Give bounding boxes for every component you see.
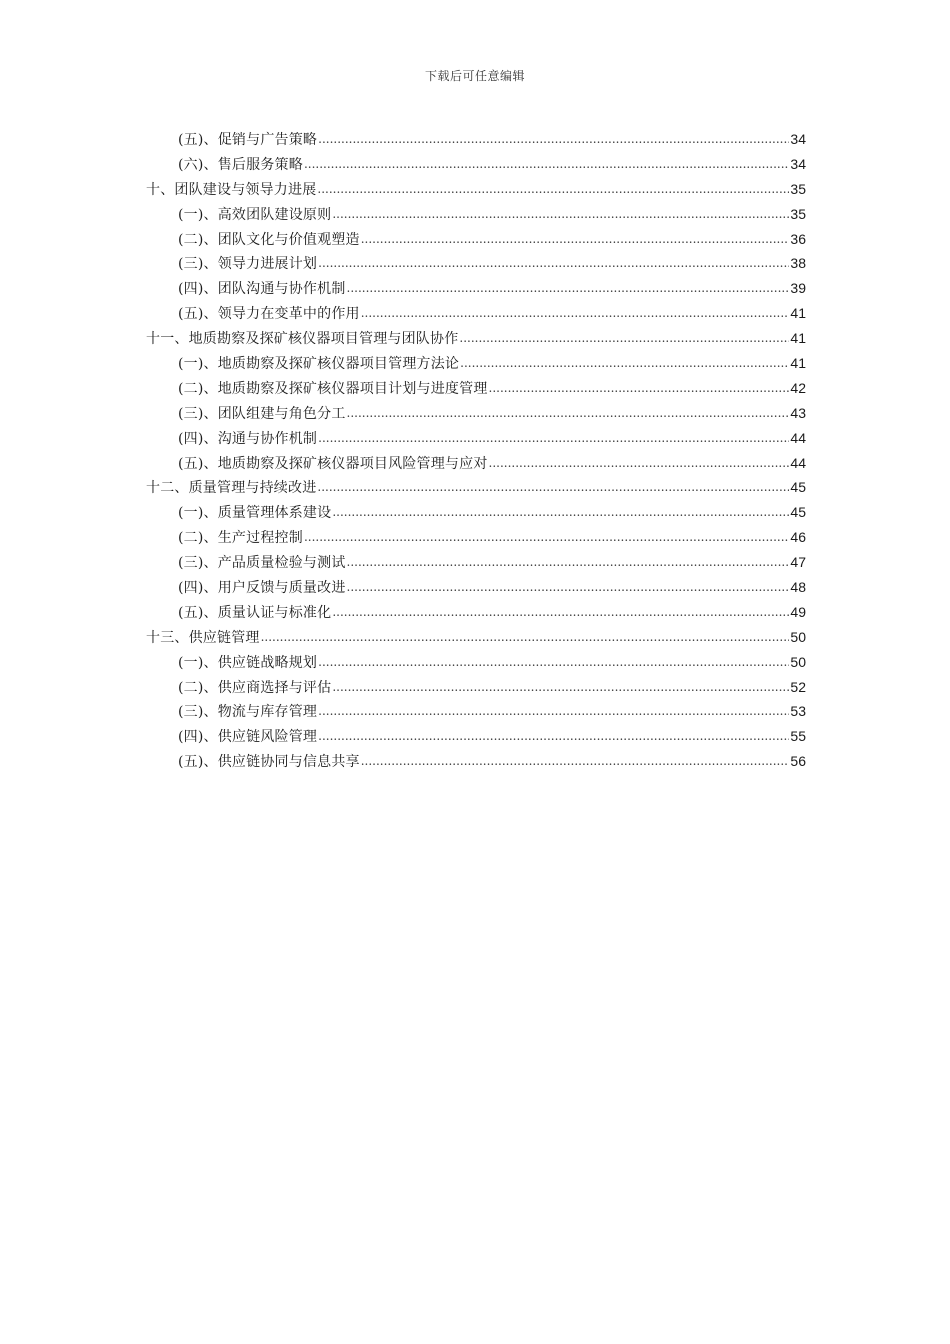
toc-dot-leader <box>304 152 789 177</box>
toc-entry-title: (三)、领导力进展计划 <box>178 256 318 273</box>
toc-entry-title: (四)、团队沟通与协作机制 <box>178 281 346 298</box>
toc-entry-page-number: 46 <box>790 529 806 546</box>
toc-section-entry[interactable] <box>146 500 806 525</box>
toc-entry-page-number: 52 <box>790 678 806 695</box>
toc-dot-leader <box>332 675 789 700</box>
toc-entry-page-number: 42 <box>790 379 806 396</box>
toc-dot-leader <box>332 202 789 227</box>
toc-entry-title: (五)、领导力在变革中的作用 <box>178 306 360 323</box>
toc-section-entry[interactable] <box>146 227 806 252</box>
toc-dot-leader <box>361 749 790 774</box>
toc-dot-leader <box>317 475 789 500</box>
toc-dot-leader <box>304 525 789 550</box>
toc-entry-title: (二)、团队文化与价值观塑造 <box>178 231 360 248</box>
toc-entry-title: (一)、地质勘察及探矿核仪器项目管理方法论 <box>178 356 460 373</box>
toc-section-entry[interactable] <box>146 351 806 376</box>
toc-entry-title: (四)、供应链风险管理 <box>178 729 318 746</box>
toc-dot-leader <box>317 177 789 202</box>
toc-section-entry[interactable] <box>146 152 806 177</box>
toc-entry-title: 十二、质量管理与持续改进 <box>146 480 317 497</box>
toc-entry-title: 十一、地质勘察及探矿核仪器项目管理与团队协作 <box>146 331 459 348</box>
toc-dot-leader <box>318 724 789 749</box>
toc-entry-page-number: 43 <box>790 404 806 421</box>
toc-entry-title: (六)、售后服务策略 <box>178 156 303 173</box>
toc-entry-page-number: 36 <box>790 230 806 247</box>
toc-dot-leader <box>459 326 789 351</box>
page-header: 下载后可任意编辑 <box>424 69 525 83</box>
toc-entry-title: (五)、地质勘察及探矿核仪器项目风险管理与应对 <box>178 455 488 472</box>
toc-dot-leader <box>489 451 790 476</box>
toc-chapter-entry[interactable] <box>146 177 806 202</box>
toc-chapter-entry[interactable] <box>146 475 806 500</box>
toc-dot-leader <box>318 426 789 451</box>
toc-entry-title: (五)、供应链协同与信息共享 <box>178 754 360 771</box>
toc-section-entry[interactable] <box>146 550 806 575</box>
toc-section-entry[interactable] <box>146 699 806 724</box>
toc-entry-page-number: 56 <box>790 753 806 770</box>
toc-section-entry[interactable] <box>146 575 806 600</box>
toc-chapter-entry[interactable] <box>146 625 806 650</box>
toc-section-entry[interactable] <box>146 251 806 276</box>
toc-entry-page-number: 47 <box>790 554 806 571</box>
toc-section-entry[interactable] <box>146 401 806 426</box>
toc-section-entry[interactable] <box>146 426 806 451</box>
toc-entry-page-number: 35 <box>790 205 806 222</box>
toc-dot-leader <box>261 625 790 650</box>
toc-section-entry[interactable] <box>146 451 806 476</box>
toc-dot-leader <box>489 376 790 401</box>
toc-entry-page-number: 55 <box>790 728 806 745</box>
toc-entry-page-number: 48 <box>790 579 806 596</box>
toc-chapter-entry[interactable] <box>146 326 806 351</box>
toc-dot-leader <box>332 600 789 625</box>
toc-entry-page-number: 38 <box>790 255 806 272</box>
toc-dot-leader <box>347 575 790 600</box>
toc-dot-leader <box>318 650 789 675</box>
toc-dot-leader <box>318 699 789 724</box>
toc-section-entry[interactable] <box>146 749 806 774</box>
toc-entry-title: (一)、质量管理体系建设 <box>178 505 332 522</box>
toc-entry-title: (五)、质量认证与标准化 <box>178 604 332 621</box>
toc-dot-leader <box>318 127 789 152</box>
toc-entry-page-number: 41 <box>790 355 806 372</box>
toc-entry-title: 十、团队建设与领导力进展 <box>146 181 317 198</box>
toc-dot-leader <box>361 301 790 326</box>
toc-entry-title: (五)、促销与广告策略 <box>178 132 318 148</box>
toc-section-entry[interactable] <box>146 600 806 625</box>
toc-entry-page-number: 49 <box>790 603 806 620</box>
toc-section-entry[interactable] <box>146 127 806 152</box>
toc-dot-leader <box>347 401 790 426</box>
toc-entry-page-number: 50 <box>790 653 806 670</box>
toc-dot-leader <box>361 227 790 252</box>
toc-dot-leader <box>332 500 789 525</box>
toc-entry-page-number: 53 <box>790 703 806 720</box>
toc-entry-title: (二)、供应商选择与评估 <box>178 679 332 696</box>
toc-section-entry[interactable] <box>146 525 806 550</box>
toc-entry-title: (三)、产品质量检验与测试 <box>178 555 346 572</box>
toc-entry-title: (三)、物流与库存管理 <box>178 704 318 721</box>
toc-entry-page-number: 35 <box>790 180 806 197</box>
toc-entry-page-number: 34 <box>790 155 806 172</box>
toc-entry-page-number: 45 <box>790 479 806 496</box>
toc-entry-page-number: 44 <box>790 429 806 446</box>
table-of-contents <box>146 127 806 774</box>
toc-entry-page-number: 41 <box>790 330 806 347</box>
toc-entry-page-number: 34 <box>790 131 806 147</box>
toc-entry-title: (一)、供应链战略规划 <box>178 654 318 671</box>
toc-section-entry[interactable] <box>146 276 806 301</box>
toc-dot-leader <box>318 251 789 276</box>
toc-section-entry[interactable] <box>146 724 806 749</box>
toc-entry-title: (一)、高效团队建设原则 <box>178 206 332 223</box>
toc-dot-leader <box>347 276 790 301</box>
toc-entry-page-number: 39 <box>790 280 806 297</box>
toc-entry-title: (四)、沟通与协作机制 <box>178 430 318 447</box>
toc-entry-title: (二)、地质勘察及探矿核仪器项目计划与进度管理 <box>178 380 488 397</box>
toc-entry-page-number: 41 <box>790 305 806 322</box>
toc-entry-page-number: 45 <box>790 504 806 521</box>
toc-section-entry[interactable] <box>146 376 806 401</box>
toc-entry-page-number: 44 <box>790 454 806 471</box>
toc-dot-leader <box>347 550 790 575</box>
toc-section-entry[interactable] <box>146 301 806 326</box>
toc-entry-title: (四)、用户反馈与质量改进 <box>178 580 346 597</box>
toc-section-entry[interactable] <box>146 202 806 227</box>
toc-dot-leader <box>460 351 789 376</box>
toc-section-entry[interactable] <box>146 650 806 675</box>
toc-entry-title: 十三、供应链管理 <box>146 629 260 646</box>
toc-entry-title: (二)、生产过程控制 <box>178 530 303 547</box>
toc-section-entry[interactable] <box>146 675 806 700</box>
toc-entry-title: (三)、团队组建与角色分工 <box>178 405 346 422</box>
toc-entry-page-number: 50 <box>790 628 806 645</box>
